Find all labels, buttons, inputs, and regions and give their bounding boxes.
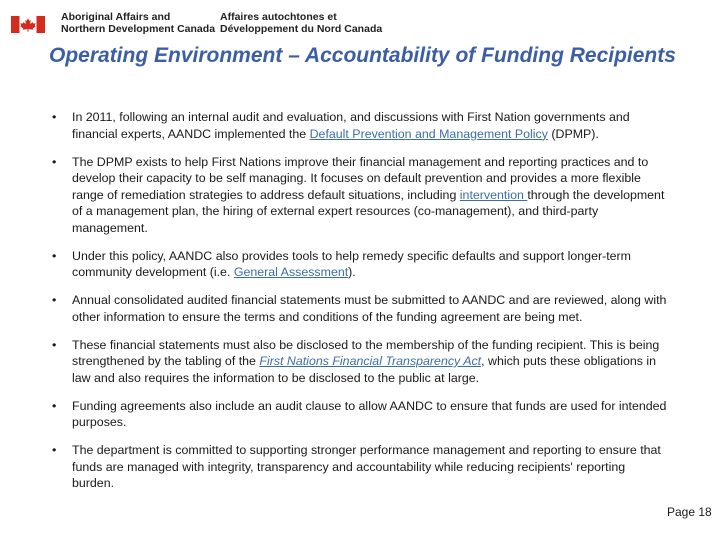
bullet-text: (DPMP). <box>547 126 599 141</box>
bullet-text: The DPMP exists to help First Nations improve their financial management and reporting practices and to develop their capacity to be self managing. It focuses on default prevention and provides a more flexible range of remediation strategies to address default situations, including <box>72 154 649 202</box>
department-name-english <box>61 11 215 35</box>
intervention-link[interactable]: intervention <box>459 187 528 202</box>
department-name-english-line-2: Northern Development Canada <box>61 23 216 35</box>
bullet-text: The department is committed to supporting stronger performance management and reporting to ensure that funds are managed with integrity, transparency and accountability while reducing recipients' reporting burden. <box>72 443 661 490</box>
page-number: Page 18 <box>667 505 712 519</box>
department-name-french <box>220 11 382 35</box>
bullet-marker: • <box>52 293 57 307</box>
bullet-text: through the development of a management plan, the hiring of external expert resources (co-management), and third-party management. <box>72 187 665 235</box>
bullet-text: Funding agreements also include an audit clause to allow AANDC to ensure that funds are used for intended purposes. <box>72 398 667 429</box>
transparency-act-link[interactable]: First Nations Financial Transparency Act <box>259 354 482 368</box>
slide-title: Operating Environment – Accountability of Funding Recipients <box>49 44 676 67</box>
bullet-audit-clause <box>52 398 667 431</box>
department-name-english-line-1: Aboriginal Affairs and <box>61 11 171 23</box>
government-header <box>0 0 720 44</box>
department-name-french-line-2: Développement du Nord Canada <box>220 23 383 35</box>
canada-flag-icon <box>11 16 45 33</box>
bullet-text: Annual consolidated audited financial statements must be submitted to AANDC and are reviewed, along with other information to ensure the terms and conditions of the funding agreement are being met. <box>72 293 667 324</box>
department-name-french-line-1: Affaires autochtones et <box>220 11 337 23</box>
bullet-text: Under this policy, AANDC also provides tools to help remedy specific defaults and support longer-term community development (i.e. <box>72 248 631 279</box>
bullet-marker: • <box>52 337 57 352</box>
bullet-list <box>52 109 667 492</box>
general-assessment-link[interactable]: General Assessment <box>233 265 349 279</box>
bullet-marker: • <box>52 398 57 413</box>
bullet-text: , which puts these obligations in law and also requires the information to be disclosed to the public at large. <box>72 354 657 385</box>
bullet-text: ). <box>348 265 356 279</box>
default-prevention-policy-link[interactable]: Default Prevention and Management Policy <box>309 126 548 141</box>
bullet-text: In 2011, following an internal audit and evaluation, and discussions with First Nation governments and financial experts, AANDC implemented the <box>72 110 630 141</box>
bullet-audited-statements <box>52 292 667 325</box>
bullet-marker: • <box>52 154 57 169</box>
bullet-marker: • <box>52 248 57 263</box>
bullet-text: These financial statements must also be disclosed to the membership of the funding recipient. This is being strengthened by the tabling of the <box>72 337 660 368</box>
bullet-dpmp-purpose <box>52 154 667 237</box>
bullet-remedy-tools <box>52 248 667 281</box>
bullet-marker: • <box>52 443 57 457</box>
bullet-dpmp-implementation <box>52 109 667 142</box>
bullet-marker: • <box>52 110 57 124</box>
bullet-disclosure <box>52 337 667 387</box>
bullet-performance-management <box>52 442 667 492</box>
